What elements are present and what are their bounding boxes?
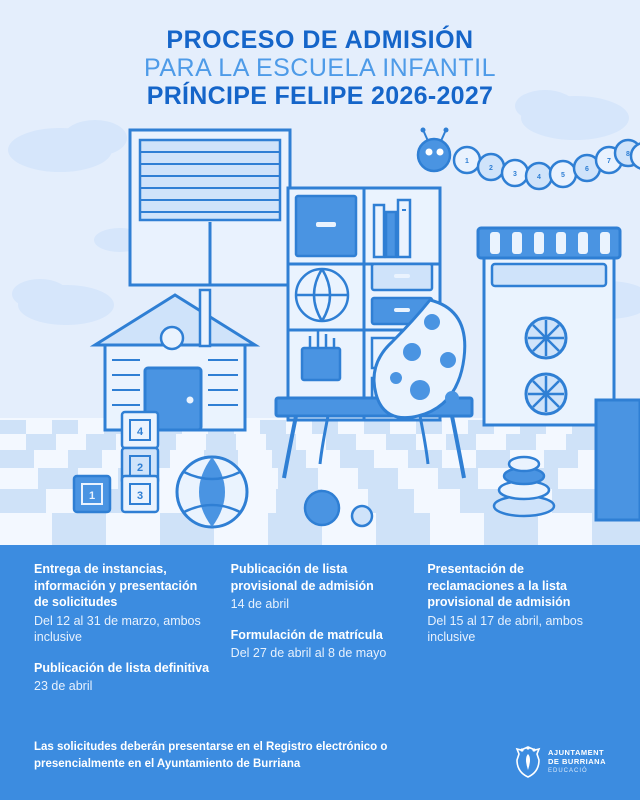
title-line-1: PROCESO DE ADMISIÓN <box>166 26 474 54</box>
info-item <box>427 561 606 646</box>
window-illustration <box>130 130 290 285</box>
svg-text:7: 7 <box>607 158 611 165</box>
svg-text:1: 1 <box>465 158 469 165</box>
svg-text:4: 4 <box>537 174 541 181</box>
info-item <box>34 561 213 646</box>
cloud-icon <box>63 120 127 156</box>
svg-text:4: 4 <box>136 426 144 438</box>
info-column-1 <box>34 561 213 709</box>
info-columns <box>34 561 606 709</box>
info-item <box>231 627 410 662</box>
info-item-heading: Publicación de lista provisional de admisión <box>230 562 374 593</box>
ajuntament-logo <box>515 746 606 778</box>
info-item-detail: Del 27 de abril al 8 de mayo <box>230 646 387 660</box>
large-beach-ball-illustration <box>177 457 247 527</box>
svg-text:1: 1 <box>88 490 96 502</box>
poster-title <box>0 26 640 110</box>
info-item <box>231 561 410 613</box>
info-column-2 <box>231 561 410 709</box>
info-item-detail: Del 12 al 31 de marzo, ambos inclusive <box>34 613 201 644</box>
svg-text:5: 5 <box>561 172 565 179</box>
info-item <box>34 660 213 695</box>
svg-text:6: 6 <box>585 166 589 173</box>
info-item-heading: Publicación de lista definitiva <box>34 660 210 675</box>
info-column-3 <box>427 561 606 709</box>
svg-text:3: 3 <box>513 171 517 178</box>
logo-line-2: DE BURRIANA <box>548 756 606 766</box>
svg-text:2: 2 <box>489 165 493 172</box>
caterpillar-illustration <box>418 128 640 190</box>
caterpillar-head-icon <box>418 139 450 171</box>
submission-note: Las solicitudes deberán presentarse en el Registro electrónico o presencialmente en el Ayuntamiento de Burriana <box>34 741 388 770</box>
playhouse-illustration <box>95 290 255 430</box>
info-item-detail: 23 de abril <box>34 679 93 693</box>
crest-icon <box>515 746 541 778</box>
ball-icon <box>352 506 372 526</box>
svg-text:8: 8 <box>626 151 630 158</box>
title-line-3: PRÍNCIPE FELIPE 2026-2027 <box>146 82 494 110</box>
cloud-icon <box>12 279 68 309</box>
info-item-heading: Presentación de reclamaciones a la lista provisional de admisión <box>427 562 571 609</box>
svg-text:3: 3 <box>136 490 144 502</box>
info-item-heading: Entrega de instancias, información y presentación de solicitudes <box>34 562 198 609</box>
info-panel <box>0 545 640 800</box>
info-item-detail: Del 15 al 17 de abril, ambos inclusive <box>427 613 583 644</box>
svg-text:2: 2 <box>136 462 144 474</box>
info-item-detail: 14 de abril <box>230 597 290 611</box>
logo-line-1: AJUNTAMENT <box>548 748 605 758</box>
info-item-heading: Formulación de matrícula <box>230 627 383 642</box>
logo-line-3: EDUCACIÓ <box>548 768 588 775</box>
title-line-2: PARA LA ESCUELA INFANTIL <box>144 54 496 82</box>
ball-icon <box>305 491 339 525</box>
